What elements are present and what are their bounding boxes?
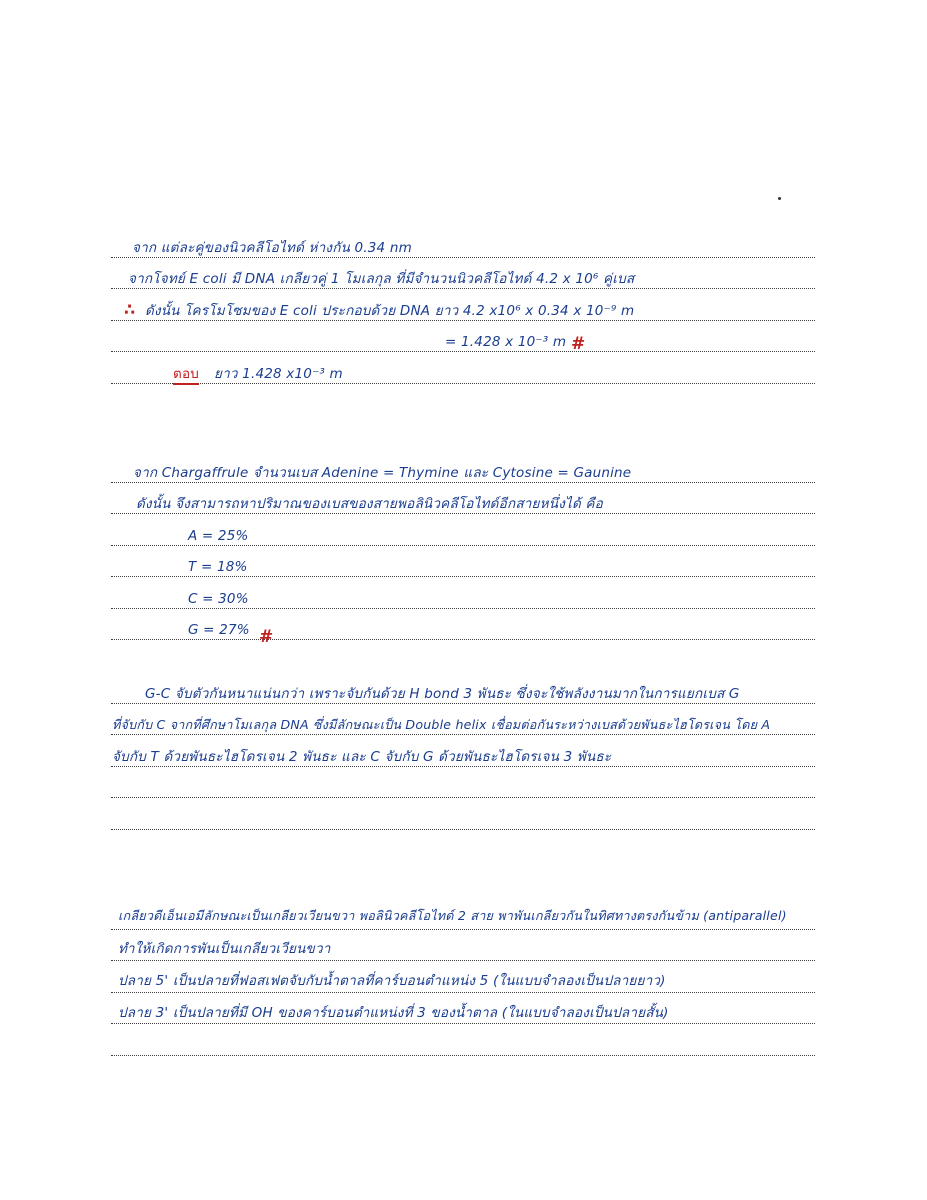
hash-mark-2: # bbox=[259, 627, 274, 647]
stray-dot bbox=[778, 197, 781, 200]
s1-line-2: จากโจทย์ E coli มี DNA เกลียวคู่ 1 โมเลกุล ที่มีจำนวนนิวคลีโอไทด์ 4.2 x 10⁶ คู่เบส bbox=[128, 271, 635, 287]
ruled-line bbox=[111, 351, 815, 352]
answer-label: ตอบ bbox=[173, 365, 199, 385]
ruled-line bbox=[111, 797, 815, 798]
s4-line-1: เกลียวดีเอ็นเอมีลักษณะเป็นเกลียวเวียนขวา พอลินิวคลีโอไทด์ 2 สาย พาพันเกลียวกันในทิศทางตรงกันข้าม (antiparallel) bbox=[118, 908, 787, 923]
ruled-line bbox=[111, 288, 815, 289]
base-a: A = 25% bbox=[188, 528, 249, 544]
ruled-line bbox=[111, 829, 815, 830]
base-c: C = 30% bbox=[188, 591, 249, 607]
ruled-line bbox=[111, 513, 815, 514]
base-g: G = 27% bbox=[188, 622, 250, 638]
ruled-line bbox=[111, 1055, 815, 1056]
s4-line-2: ทำให้เกิดการพันเป็นเกลียวเวียนขวา bbox=[118, 941, 331, 957]
s1-line-1: จาก แต่ละคู่ของนิวคลีโอไทด์ ห่างกัน 0.34 nm bbox=[132, 240, 412, 256]
ruled-line bbox=[111, 608, 815, 609]
ruled-line bbox=[111, 320, 815, 321]
base-t: T = 18% bbox=[188, 559, 248, 575]
ruled-line bbox=[111, 576, 815, 577]
ruled-line bbox=[111, 703, 815, 704]
hash-mark-1: # bbox=[571, 334, 586, 354]
ruled-line bbox=[111, 929, 815, 930]
s3-line-3: จับกับ T ด้วยพันธะไฮโดรเจน 2 พันธะ และ C จับกับ G ด้วยพันธะไฮโดรเจน 3 พันธะ bbox=[112, 749, 612, 765]
s4-line-3: ปลาย 5' เป็นปลายที่ฟอสเฟตจับกับน้ำตาลที่คาร์บอนตำแหน่ง 5 (ในแบบจำลองเป็นปลายยาว) bbox=[118, 973, 666, 989]
answer-text: ยาว 1.428 x10⁻³ m bbox=[214, 366, 343, 382]
ruled-line bbox=[111, 639, 815, 640]
s2-line-2: ดังนั้น จึงสามารถหาปริมาณของเบสของสายพอลินิวคลีโอไทด์อีกสายหนึ่งได้ คือ bbox=[136, 496, 603, 512]
ruled-line bbox=[111, 482, 815, 483]
s4-line-4: ปลาย 3' เป็นปลายที่มี OH ของคาร์บอนตำแหน่งที่ 3 ของน้ำตาล (ในแบบจำลองเป็นปลายสั้น) bbox=[118, 1005, 669, 1021]
ruled-line bbox=[111, 383, 815, 384]
ruled-line bbox=[111, 545, 815, 546]
s3-line-1: G-C จับตัวกันหนาแน่นกว่า เพราะจับกันด้วย H bond 3 พันธะ ซึ่งจะใช้พลังงานมากในการแยกเบส G bbox=[145, 686, 740, 702]
s2-line-1: จาก Chargaffrule จำนวนเบส Adenine = Thymine และ Cytosine = Gaunine bbox=[133, 465, 632, 481]
s1-line-4: = 1.428 x 10⁻³ m bbox=[445, 334, 567, 350]
s1-line-3: ดังนั้น โครโมโซมของ E coli ประกอบด้วย DNA ยาว 4.2 x10⁶ x 0.34 x 10⁻⁹ m bbox=[145, 303, 635, 319]
s3-line-2: ที่จับกับ C จากที่ศึกษาโมเลกุล DNA ซึ่งมีลักษณะเป็น Double helix เชื่อมต่อกันระหว่างเบสด้วยพันธะไฮโดรเจน โดย A bbox=[112, 717, 771, 732]
therefore-mark: ∴ bbox=[124, 300, 136, 319]
ruled-line bbox=[111, 1023, 815, 1024]
ruled-line bbox=[111, 734, 815, 735]
ruled-line bbox=[111, 766, 815, 767]
ruled-line bbox=[111, 960, 815, 961]
ruled-line bbox=[111, 257, 815, 258]
ruled-line bbox=[111, 992, 815, 993]
